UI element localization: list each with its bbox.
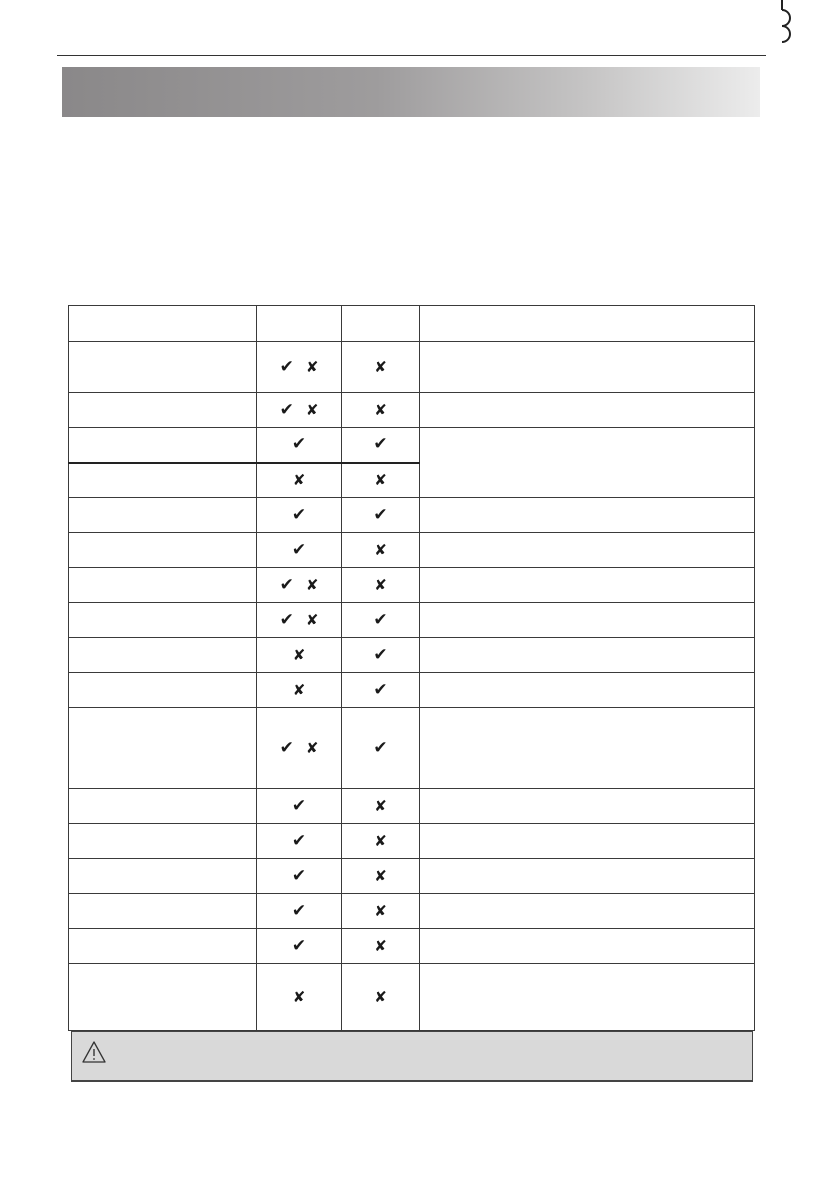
note-cell [420, 498, 755, 533]
support-cell-b [342, 342, 420, 393]
support-cell-a [257, 498, 342, 533]
mark-group [373, 644, 388, 665]
feature-name-cell [69, 894, 257, 929]
support-cell-a [257, 789, 342, 824]
feature-name-cell [69, 673, 257, 708]
warning-note [71, 1031, 753, 1082]
mark-group [291, 830, 307, 851]
cross-mark-icon: ✘ [374, 575, 387, 594]
support-cell-b [342, 964, 420, 1031]
cross-mark-icon: ✘ [374, 866, 387, 885]
support-cell-a [257, 894, 342, 929]
feature-name-cell [69, 568, 257, 603]
check-mark-icon: ✔ [291, 935, 307, 956]
note-cell [420, 708, 755, 789]
check-mark-icon: ✔ [291, 504, 307, 525]
note-cell [420, 393, 755, 428]
check-mark-icon: ✔ [373, 737, 388, 758]
support-cell-b [342, 498, 420, 533]
support-cell-b [342, 393, 420, 428]
note-cell [420, 789, 755, 824]
mark-group [279, 574, 319, 595]
section-title-bar [62, 67, 760, 117]
check-mark-icon: ✔ [373, 434, 388, 455]
support-cell-b [342, 428, 420, 463]
table-row [69, 894, 755, 929]
check-mark-icon: ✔ [373, 609, 388, 630]
cross-mark-icon: ✘ [374, 357, 387, 376]
table-row [69, 533, 755, 568]
mark-group [291, 504, 307, 525]
check-mark-icon: ✔ [373, 504, 388, 525]
note-cell [420, 964, 755, 1031]
cross-mark-icon: ✘ [305, 610, 319, 629]
table-row [69, 393, 755, 428]
note-cell [420, 638, 755, 673]
crop-mark [772, 0, 792, 44]
mark-group [374, 400, 387, 419]
mark-group [374, 936, 387, 955]
mark-group [373, 436, 387, 453]
mark-group [291, 935, 307, 956]
table-row [69, 824, 755, 859]
support-cell-b [342, 789, 420, 824]
note-cell [420, 603, 755, 638]
mark-group [373, 609, 388, 630]
table-row [69, 603, 755, 638]
mark-group [374, 831, 387, 850]
warning-triangle-icon [81, 1040, 107, 1064]
mark-group [374, 575, 387, 594]
support-cell-b [342, 929, 420, 964]
table-row [69, 428, 755, 463]
support-cell-a [257, 568, 342, 603]
note-cell [420, 824, 755, 859]
mark-group [374, 866, 387, 885]
note-cell [420, 568, 755, 603]
cross-mark-icon: ✘ [374, 470, 387, 489]
cross-mark-icon: ✘ [292, 645, 306, 664]
cross-mark-icon: ✘ [292, 470, 306, 489]
table-row [69, 638, 755, 673]
table-header-row [69, 306, 755, 342]
table-row [69, 859, 755, 894]
mark-group [373, 504, 388, 525]
feature-name-cell [69, 342, 257, 393]
support-cell-b [342, 533, 420, 568]
check-mark-icon: ✔ [279, 399, 294, 420]
note-cell [420, 673, 755, 708]
feature-name-cell [69, 708, 257, 789]
support-cell-a [257, 638, 342, 673]
mark-group [291, 900, 307, 921]
mark-group [292, 436, 306, 453]
table-row [69, 342, 755, 393]
header-cell [257, 306, 342, 342]
check-mark-icon: ✔ [291, 539, 307, 560]
support-cell-a [257, 603, 342, 638]
support-cell-b [342, 463, 420, 498]
support-cell-b [342, 708, 420, 789]
cross-mark-icon: ✘ [292, 987, 306, 1006]
mark-group [374, 796, 387, 815]
cross-mark-icon: ✘ [374, 796, 387, 815]
support-cell-a [257, 393, 342, 428]
mark-group [291, 539, 307, 560]
feature-name-cell [69, 929, 257, 964]
feature-name-cell [69, 638, 257, 673]
support-cell-b [342, 894, 420, 929]
support-cell-a [257, 708, 342, 789]
feature-name-cell [69, 428, 257, 463]
table-row [69, 789, 755, 824]
support-cell-a [257, 428, 342, 463]
cross-mark-icon: ✘ [374, 540, 387, 559]
support-cell-b [342, 824, 420, 859]
mark-group [279, 356, 319, 377]
cross-mark-icon: ✘ [374, 987, 387, 1006]
mark-group [374, 357, 387, 376]
check-mark-icon: ✔ [279, 574, 294, 595]
mark-group [292, 470, 306, 489]
support-cell-a [257, 929, 342, 964]
mark-group [279, 399, 319, 420]
support-cell-a [257, 673, 342, 708]
note-cell [420, 859, 755, 894]
mark-group [374, 901, 387, 920]
note-cell [420, 428, 755, 498]
table-row [69, 498, 755, 533]
cross-mark-icon: ✘ [374, 400, 387, 419]
table-row [69, 929, 755, 964]
feature-name-cell [69, 859, 257, 894]
mark-group [374, 987, 387, 1006]
cross-mark-icon: ✘ [374, 936, 387, 955]
mark-group [374, 470, 387, 489]
feature-name-cell [69, 824, 257, 859]
mark-group [374, 540, 387, 559]
header-cell [420, 306, 755, 342]
mark-group [373, 679, 388, 700]
mark-group [291, 795, 307, 816]
feature-name-cell [69, 789, 257, 824]
support-cell-b [342, 673, 420, 708]
cross-mark-icon: ✘ [374, 831, 387, 850]
feature-name-cell [69, 533, 257, 568]
check-mark-icon: ✔ [291, 900, 307, 921]
support-cell-b [342, 603, 420, 638]
note-cell [420, 929, 755, 964]
check-mark-icon: ✔ [279, 356, 294, 377]
support-cell-a [257, 533, 342, 568]
table-row [69, 673, 755, 708]
header-cell [342, 306, 420, 342]
cross-mark-icon: ✘ [305, 357, 319, 376]
feature-name-cell [69, 463, 257, 498]
table-row [69, 964, 755, 1031]
cross-mark-icon: ✘ [305, 400, 319, 419]
support-cell-a [257, 859, 342, 894]
support-cell-a [257, 342, 342, 393]
note-cell [420, 342, 755, 393]
header-cell [69, 306, 257, 342]
cross-mark-icon: ✘ [292, 680, 306, 699]
mark-group [373, 737, 388, 758]
support-cell-a [257, 964, 342, 1031]
cross-mark-icon: ✘ [374, 901, 387, 920]
feature-name-cell [69, 498, 257, 533]
mark-group [292, 645, 306, 664]
table-row [69, 708, 755, 789]
mark-group [292, 987, 306, 1006]
check-mark-icon: ✔ [279, 609, 294, 630]
mark-group [279, 609, 319, 630]
table-row [69, 568, 755, 603]
mark-group [291, 865, 307, 886]
check-mark-icon: ✔ [291, 830, 307, 851]
cross-mark-icon: ✘ [305, 575, 319, 594]
mark-group [292, 680, 306, 699]
note-cell [420, 533, 755, 568]
check-mark-icon: ✔ [291, 865, 307, 886]
check-mark-icon: ✔ [373, 679, 388, 700]
table-body [69, 306, 755, 1031]
check-mark-icon: ✔ [291, 434, 307, 455]
check-mark-icon: ✔ [291, 795, 307, 816]
feature-name-cell [69, 393, 257, 428]
feature-name-cell [69, 964, 257, 1031]
header-rule [57, 55, 766, 56]
check-mark-icon: ✔ [373, 644, 388, 665]
cross-mark-icon: ✘ [305, 738, 319, 757]
mark-group [279, 737, 319, 758]
feature-name-cell [69, 603, 257, 638]
support-cell-b [342, 638, 420, 673]
support-cell-a [257, 824, 342, 859]
support-cell-b [342, 859, 420, 894]
support-cell-a [257, 463, 342, 498]
support-cell-b [342, 568, 420, 603]
feature-table [68, 305, 755, 1031]
check-mark-icon: ✔ [279, 737, 294, 758]
note-cell [420, 894, 755, 929]
